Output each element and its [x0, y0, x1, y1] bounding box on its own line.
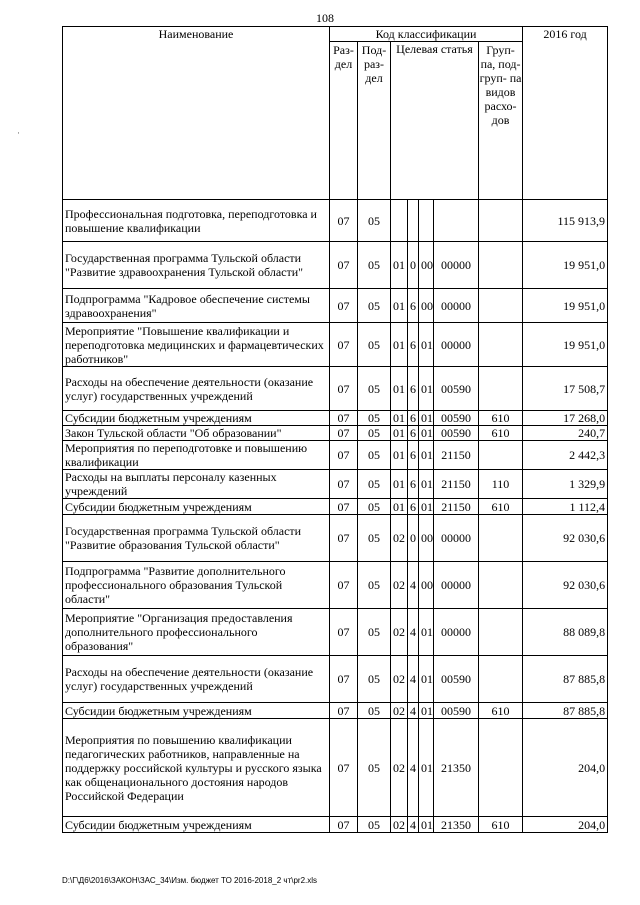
row-target-event: 00: [419, 562, 434, 609]
row-name: Субсидии бюджетным учреждениям: [63, 411, 330, 426]
row-target-event: 01: [419, 609, 434, 656]
row-expense-group: 610: [479, 817, 523, 833]
row-target-program: 01: [391, 323, 408, 367]
row-amount: 17 268,0: [523, 411, 608, 426]
table-row: [63, 441, 608, 470]
row-podrazdel: 05: [358, 562, 391, 609]
row-target-subprogram: 6: [408, 499, 419, 515]
row-name: Подпрограмма "Развитие дополнительного профессионального образования Тульской области": [63, 562, 330, 609]
row-target-program: 02: [391, 515, 408, 562]
row-name: Расходы на обеспечение деятельности (оказание услуг) государственных учреждений: [63, 367, 330, 411]
row-razdel: 07: [330, 426, 358, 441]
row-target-event: 01: [419, 817, 434, 833]
row-name: Субсидии бюджетным учреждениям: [63, 817, 330, 833]
table-row: [63, 426, 608, 441]
row-podrazdel: 05: [358, 289, 391, 323]
row-expense-group: 610: [479, 426, 523, 441]
row-target-subprogram: 6: [408, 289, 419, 323]
row-podrazdel: 05: [358, 242, 391, 289]
row-expense-group: [479, 367, 523, 411]
row-target-program: 01: [391, 470, 408, 499]
table-row: [63, 515, 608, 562]
header-year: 2016 год: [523, 27, 608, 200]
row-amount: 19 951,0: [523, 323, 608, 367]
row-razdel: 07: [330, 441, 358, 470]
row-expense-group: [479, 323, 523, 367]
row-target-direction: 21150: [434, 470, 479, 499]
row-amount: 204,0: [523, 719, 608, 817]
row-expense-group: [479, 656, 523, 703]
row-target-subprogram: 4: [408, 609, 419, 656]
row-name: Профессиональная подготовка, переподготовка и повышение квалификации: [63, 200, 330, 242]
row-podrazdel: 05: [358, 367, 391, 411]
budget-table: [62, 26, 608, 833]
row-target-program: [391, 200, 408, 242]
header-name: Наименование: [63, 27, 330, 200]
row-razdel: 07: [330, 499, 358, 515]
row-expense-group: [479, 441, 523, 470]
file-path-footer: D:\Г\Д6\2016\ЗАКОН\ЗАС_34\Изм. бюджет ТО 2016-2018_2 чт\pr2.xls: [62, 876, 318, 885]
row-target-program: 02: [391, 609, 408, 656]
row-target-direction: 21350: [434, 719, 479, 817]
header-group: Груп- па, под- груп- па видов расхо- дов: [479, 42, 523, 200]
row-podrazdel: 05: [358, 515, 391, 562]
header-code: Код классификации: [330, 27, 523, 42]
row-target-subprogram: 4: [408, 656, 419, 703]
row-expense-group: 610: [479, 703, 523, 719]
row-target-direction: 00590: [434, 426, 479, 441]
row-target-event: 01: [419, 656, 434, 703]
row-target-direction: 00000: [434, 609, 479, 656]
row-name: Мероприятие "Повышение квалификации и переподготовка медицинских и фармацевтических работников": [63, 323, 330, 367]
header-razdel: Раз- дел: [330, 42, 358, 200]
row-name: Субсидии бюджетным учреждениям: [63, 703, 330, 719]
table-row: [63, 323, 608, 367]
row-expense-group: [479, 242, 523, 289]
row-target-subprogram: 6: [408, 441, 419, 470]
row-amount: 19 951,0: [523, 242, 608, 289]
row-expense-group: [479, 515, 523, 562]
row-target-program: 01: [391, 441, 408, 470]
row-target-subprogram: 4: [408, 719, 419, 817]
row-podrazdel: 05: [358, 719, 391, 817]
row-podrazdel: 05: [358, 323, 391, 367]
row-name: Субсидии бюджетным учреждениям: [63, 499, 330, 515]
row-name: Мероприятия по переподготовке и повышению квалификации: [63, 441, 330, 470]
row-target-subprogram: 4: [408, 703, 419, 719]
row-razdel: 07: [330, 367, 358, 411]
row-target-subprogram: 4: [408, 562, 419, 609]
row-target-event: [419, 200, 434, 242]
row-target-direction: 21150: [434, 441, 479, 470]
row-target-direction: 00000: [434, 289, 479, 323]
row-podrazdel: 05: [358, 470, 391, 499]
row-name: Мероприятия по повышению квалификации педагогических работников, направленные на поддержку российской культуры и русского языка как общенационального достояния народов Российской Федерации: [63, 719, 330, 817]
row-target-program: 01: [391, 499, 408, 515]
row-amount: 1 329,9: [523, 470, 608, 499]
row-target-direction: 21150: [434, 499, 479, 515]
row-podrazdel: 05: [358, 200, 391, 242]
table-row: [63, 817, 608, 833]
row-expense-group: [479, 200, 523, 242]
row-podrazdel: 05: [358, 499, 391, 515]
row-razdel: 07: [330, 411, 358, 426]
row-target-direction: 00000: [434, 242, 479, 289]
row-target-subprogram: 6: [408, 470, 419, 499]
row-name: Расходы на выплаты персоналу казенных учреждений: [63, 470, 330, 499]
table-row: [63, 470, 608, 499]
row-razdel: 07: [330, 609, 358, 656]
row-name: Расходы на обеспечение деятельности (оказание услуг) государственных учреждений: [63, 656, 330, 703]
row-target-event: 01: [419, 499, 434, 515]
row-target-direction: 00000: [434, 562, 479, 609]
row-target-event: 01: [419, 470, 434, 499]
row-target-program: 01: [391, 289, 408, 323]
row-amount: 92 030,6: [523, 562, 608, 609]
row-amount: 88 089,8: [523, 609, 608, 656]
row-name: Государственная программа Тульской области "Развитие образования Тульской области": [63, 515, 330, 562]
row-expense-group: [479, 719, 523, 817]
row-podrazdel: 05: [358, 656, 391, 703]
row-amount: 87 885,8: [523, 703, 608, 719]
row-name: Мероприятие "Организация предоставления дополнительного профессионального образования": [63, 609, 330, 656]
row-name: Государственная программа Тульской области "Развитие здравоохранения Тульской области": [63, 242, 330, 289]
table-row: [63, 411, 608, 426]
row-target-event: 01: [419, 426, 434, 441]
row-target-direction: 00590: [434, 411, 479, 426]
row-target-subprogram: 0: [408, 515, 419, 562]
row-target-direction: [434, 200, 479, 242]
row-razdel: 07: [330, 323, 358, 367]
row-podrazdel: 05: [358, 426, 391, 441]
row-amount: 19 951,0: [523, 289, 608, 323]
row-expense-group: 110: [479, 470, 523, 499]
row-amount: 87 885,8: [523, 656, 608, 703]
row-target-subprogram: 6: [408, 411, 419, 426]
table-row: [63, 242, 608, 289]
row-razdel: 07: [330, 200, 358, 242]
row-target-program: 02: [391, 562, 408, 609]
row-target-program: 02: [391, 656, 408, 703]
row-expense-group: 610: [479, 499, 523, 515]
table-row: [63, 499, 608, 515]
row-target-program: 01: [391, 242, 408, 289]
row-target-program: 01: [391, 367, 408, 411]
table-row: [63, 367, 608, 411]
row-target-event: 01: [419, 411, 434, 426]
row-target-direction: 00590: [434, 367, 479, 411]
row-razdel: 07: [330, 289, 358, 323]
row-expense-group: [479, 609, 523, 656]
row-target-subprogram: 4: [408, 817, 419, 833]
row-name: Подпрограмма "Кадровое обеспечение системы здравоохранения": [63, 289, 330, 323]
row-razdel: 07: [330, 703, 358, 719]
table-row: [63, 200, 608, 242]
row-podrazdel: 05: [358, 441, 391, 470]
row-podrazdel: 05: [358, 703, 391, 719]
row-target-program: 02: [391, 719, 408, 817]
row-razdel: 07: [330, 242, 358, 289]
row-amount: 115 913,9: [523, 200, 608, 242]
row-amount: 17 508,7: [523, 367, 608, 411]
row-amount: 240,7: [523, 426, 608, 441]
row-razdel: 07: [330, 719, 358, 817]
row-target-subprogram: 0: [408, 242, 419, 289]
row-amount: 92 030,6: [523, 515, 608, 562]
row-target-event: 01: [419, 441, 434, 470]
row-target-direction: 00000: [434, 515, 479, 562]
row-amount: 2 442,3: [523, 441, 608, 470]
row-razdel: 07: [330, 515, 358, 562]
row-target-program: 01: [391, 426, 408, 441]
header-podrazdel: Под- раз- дел: [358, 42, 391, 200]
row-target-subprogram: 6: [408, 426, 419, 441]
row-target-subprogram: 6: [408, 323, 419, 367]
row-name: Закон Тульской области "Об образовании": [63, 426, 330, 441]
row-target-direction: 00590: [434, 656, 479, 703]
table-row: [63, 656, 608, 703]
row-target-event: 01: [419, 719, 434, 817]
row-target-event: 01: [419, 323, 434, 367]
row-expense-group: [479, 289, 523, 323]
row-razdel: 07: [330, 656, 358, 703]
row-target-event: 00: [419, 242, 434, 289]
row-target-event: 01: [419, 703, 434, 719]
row-podrazdel: 05: [358, 609, 391, 656]
row-expense-group: 610: [479, 411, 523, 426]
row-podrazdel: 05: [358, 411, 391, 426]
row-razdel: 07: [330, 562, 358, 609]
row-target-program: 02: [391, 817, 408, 833]
table-row: [63, 289, 608, 323]
row-podrazdel: 05: [358, 817, 391, 833]
header-target: Целевая статья: [391, 42, 479, 200]
row-amount: 1 112,4: [523, 499, 608, 515]
row-target-program: 01: [391, 411, 408, 426]
margin-mark: ·: [17, 128, 20, 138]
table-row: [63, 703, 608, 719]
table-row: [63, 719, 608, 817]
row-target-event: 00: [419, 289, 434, 323]
row-razdel: 07: [330, 817, 358, 833]
row-target-event: 01: [419, 367, 434, 411]
row-target-program: 02: [391, 703, 408, 719]
row-target-event: 00: [419, 515, 434, 562]
row-target-subprogram: [408, 200, 419, 242]
row-target-direction: 00590: [434, 703, 479, 719]
page-number: 108: [316, 11, 334, 25]
row-target-direction: 00000: [434, 323, 479, 367]
table-row: [63, 609, 608, 656]
row-amount: 204,0: [523, 817, 608, 833]
row-razdel: 07: [330, 470, 358, 499]
row-expense-group: [479, 562, 523, 609]
table-row: [63, 562, 608, 609]
row-target-direction: 21350: [434, 817, 479, 833]
row-target-subprogram: 6: [408, 367, 419, 411]
